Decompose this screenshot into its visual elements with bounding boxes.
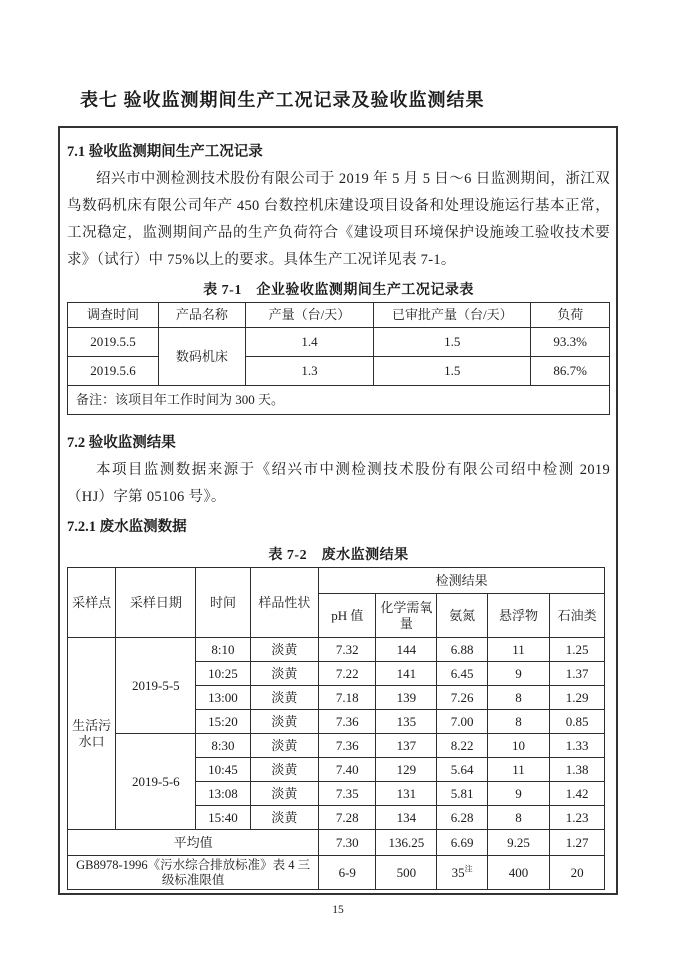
- cell-oil: 1.25: [550, 638, 605, 662]
- cell-ph: 7.28: [319, 806, 376, 830]
- page-title: 表七 验收监测期间生产工况记录及验收监测结果: [80, 90, 485, 110]
- table-row: [68, 328, 610, 357]
- table-header-row: [68, 303, 610, 328]
- cell-cod: 136.25: [376, 830, 437, 856]
- cell-ph: 7.36: [319, 734, 376, 758]
- column-header-ph: pH 值: [319, 594, 376, 638]
- column-header-sampling-point: 采样点: [68, 568, 116, 638]
- production-record-table: [67, 302, 610, 415]
- section-7-2-1-heading: 7.2.1 废水监测数据: [67, 519, 187, 535]
- column-header-output: 产量（台/天）: [245, 303, 373, 328]
- section-7-2-paragraph: 本项目监测数据来源于《绍兴市中测检测技术股份有限公司绍中检测 2019（HJ）字第 05106 号》。: [67, 462, 610, 505]
- cell-ph: 7.32: [319, 638, 376, 662]
- cell-nh3n: 6.45: [437, 662, 487, 686]
- cell-cod: 131: [376, 782, 437, 806]
- cell-oil: 1.37: [550, 662, 605, 686]
- cell-ph: 7.18: [319, 686, 376, 710]
- table-7-1-caption: 表 7-1 企业验收监测期间生产工况记录表: [203, 283, 474, 298]
- cell-oil: 1.29: [550, 686, 605, 710]
- cell-appearance: 淡黄: [250, 686, 319, 710]
- cell-ph: 7.40: [319, 758, 376, 782]
- cell-ss: 8: [487, 686, 549, 710]
- cell-appearance: 淡黄: [250, 758, 319, 782]
- column-header-load: 负荷: [531, 303, 610, 328]
- cell-ph: 6-9: [319, 856, 376, 890]
- average-row: [68, 830, 605, 856]
- cell-appearance: 淡黄: [250, 710, 319, 734]
- column-header-oil: 石油类: [550, 594, 605, 638]
- standard-limit-row: [68, 856, 605, 890]
- cell-ph: 7.36: [319, 710, 376, 734]
- cell-ph: 7.35: [319, 782, 376, 806]
- cell-nh3n: 7.00: [437, 710, 487, 734]
- cell-oil: 20: [550, 856, 605, 890]
- cell-ss: 11: [487, 638, 549, 662]
- cell-oil: 1.42: [550, 782, 605, 806]
- column-header-product-name: 产品名称: [159, 303, 246, 328]
- cell-time: 8:10: [196, 638, 250, 662]
- cell-appearance: 淡黄: [250, 662, 319, 686]
- wastewater-monitoring-table: [67, 567, 605, 890]
- column-header-ss: 悬浮物: [487, 594, 549, 638]
- section-7-2-heading: 7.2 验收监测结果: [67, 435, 176, 451]
- cell-nh3n: 6.88: [437, 638, 487, 662]
- content-frame: [58, 126, 618, 895]
- cell-time: 15:40: [196, 806, 250, 830]
- cell-ss: 11: [487, 758, 549, 782]
- column-header-time: 时间: [196, 568, 250, 638]
- cell-oil: 1.23: [550, 806, 605, 830]
- table-header-row-group: [68, 568, 605, 594]
- cell-time: 13:08: [196, 782, 250, 806]
- section-7-1-heading: 7.1 验收监测期间生产工况记录: [67, 144, 263, 160]
- cell-ss: 9.25: [487, 830, 549, 856]
- cell-cod: 137: [376, 734, 437, 758]
- cell-ph: 7.22: [319, 662, 376, 686]
- cell-time: 15:20: [196, 710, 250, 734]
- cell-appearance: 淡黄: [250, 806, 319, 830]
- column-header-approved-output: 已审批产量（台/天）: [374, 303, 531, 328]
- section-7-1-paragraph: 绍兴市中测检测技术股份有限公司于 2019 年 5 月 5 日～6 日监测期间，浙江双鸟数码机床有限公司年产 450 台数控机床建设项目设备和处理设施运行基本正常，工况稳定，监测期间产品的生产负荷符合《建设项目环境保护设施竣工验收技术要求》（试行）中 75%以上的要求。具体生产工况详见表 7-1。: [67, 171, 610, 268]
- cell-output: 1.3: [245, 357, 373, 386]
- cell-cod: 139: [376, 686, 437, 710]
- cell-oil: 1.38: [550, 758, 605, 782]
- column-header-survey-time: 调查时间: [68, 303, 159, 328]
- column-header-nh3n: 氨氮: [437, 594, 487, 638]
- cell-ph: 7.30: [319, 830, 376, 856]
- cell-nh3n: 6.69: [437, 830, 487, 856]
- wastewater-row: [68, 734, 605, 758]
- cell-output: 1.4: [245, 328, 373, 357]
- cell-nh3n: [437, 856, 487, 890]
- cell-ss: 9: [487, 662, 549, 686]
- cell-cod: 129: [376, 758, 437, 782]
- cell-cod: 134: [376, 806, 437, 830]
- column-header-result-group: 检测结果: [319, 568, 605, 594]
- cell-time: 10:25: [196, 662, 250, 686]
- cell-oil: 1.27: [550, 830, 605, 856]
- table-row: [68, 357, 610, 386]
- cell-ss: 10: [487, 734, 549, 758]
- cell-note: 备注：该项目年工作时间为 300 天。: [68, 386, 610, 415]
- cell-ss: 8: [487, 806, 549, 830]
- standard-nh3n-value: 35: [451, 864, 465, 880]
- cell-cod: 141: [376, 662, 437, 686]
- column-header-sampling-date: 采样日期: [116, 568, 196, 638]
- cell-product-name: 数码机床: [159, 328, 246, 386]
- table-note-row: [68, 386, 610, 415]
- cell-load: 86.7%: [531, 357, 610, 386]
- cell-nh3n: 8.22: [437, 734, 487, 758]
- cell-time: 10:45: [196, 758, 250, 782]
- standard-nh3n-note-mark: 注: [464, 864, 473, 874]
- cell-nh3n: 6.28: [437, 806, 487, 830]
- cell-time: 8:30: [196, 734, 250, 758]
- cell-nh3n: 7.26: [437, 686, 487, 710]
- column-header-cod: 化学需氧量: [376, 594, 437, 638]
- cell-date: 2019.5.6: [68, 357, 159, 386]
- cell-ss: 8: [487, 710, 549, 734]
- cell-average-label: 平均值: [68, 830, 319, 856]
- cell-date: 2019.5.5: [68, 328, 159, 357]
- cell-cod: 144: [376, 638, 437, 662]
- cell-appearance: 淡黄: [250, 782, 319, 806]
- table-7-2-caption: 表 7-2 废水监测结果: [268, 548, 409, 563]
- wastewater-row: [68, 638, 605, 662]
- cell-appearance: 淡黄: [250, 638, 319, 662]
- cell-time: 13:00: [196, 686, 250, 710]
- cell-approved: 1.5: [374, 357, 531, 386]
- cell-approved: 1.5: [374, 328, 531, 357]
- cell-sampling-date: 2019-5-5: [116, 638, 196, 734]
- cell-load: 93.3%: [531, 328, 610, 357]
- cell-oil: 0.85: [550, 710, 605, 734]
- cell-oil: 1.33: [550, 734, 605, 758]
- cell-cod: 135: [376, 710, 437, 734]
- cell-cod: 500: [376, 856, 437, 890]
- page-number: 15: [332, 904, 344, 916]
- cell-nh3n: 5.81: [437, 782, 487, 806]
- cell-standard-label: GB8978-1996《污水综合排放标准》表 4 三级标准限值: [68, 856, 319, 890]
- cell-nh3n: 5.64: [437, 758, 487, 782]
- cell-appearance: 淡黄: [250, 734, 319, 758]
- column-header-appearance: 样品性状: [250, 568, 319, 638]
- cell-ss: 400: [487, 856, 549, 890]
- cell-ss: 9: [487, 782, 549, 806]
- cell-sampling-point: 生活污水口: [68, 638, 116, 830]
- cell-sampling-date: 2019-5-6: [116, 734, 196, 830]
